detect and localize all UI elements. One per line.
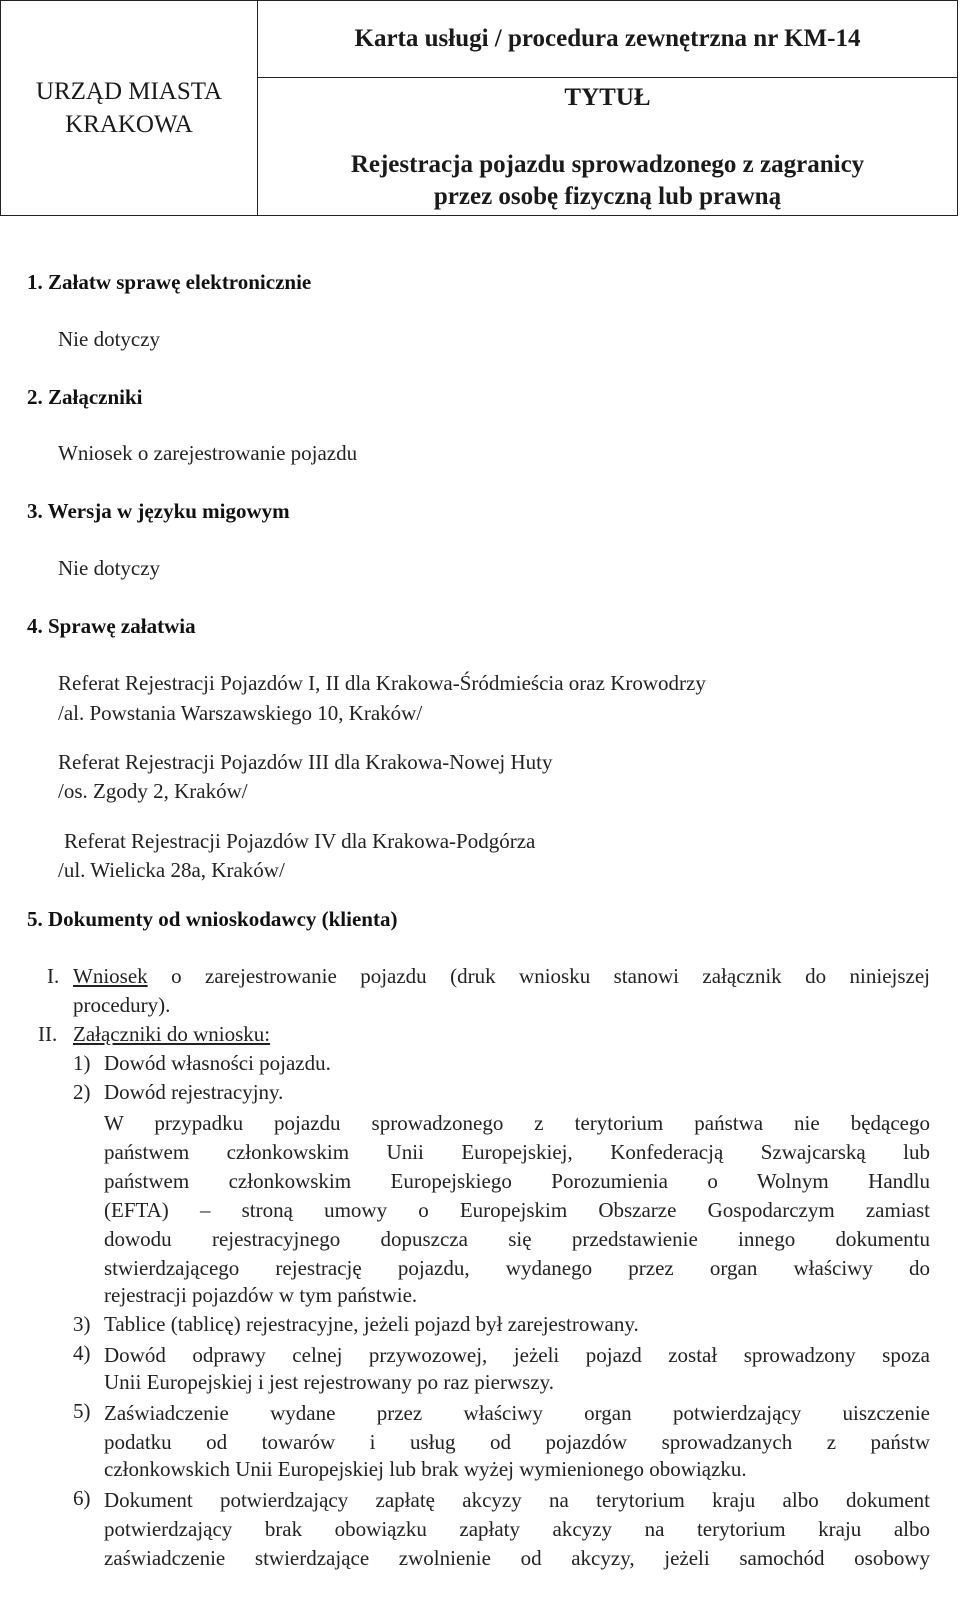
list-item-text: Dokument potwierdzający zapłatę akcyzy na terytorium kraju albo dokument: [104, 1488, 930, 1512]
office-name: Referat Rejestracji Pojazdów III dla Krakowa-Nowej Huty: [58, 750, 553, 774]
paragraph-line: rejestracji pojazdów w tym państwie.: [104, 1283, 418, 1307]
item-i-text: o zarejestrowanie pojazdu (druk wniosku stanowi załącznik do niniejszej: [171, 964, 930, 988]
org-name-line1: URZĄD MIASTA: [35, 78, 223, 105]
list-item-text: Unii Europejskiej i jest rejestrowany po raz pierwszy.: [104, 1370, 555, 1394]
list-item-text: Dowód rejestracyjny.: [104, 1080, 284, 1104]
section-text-2: Wniosek o zarejestrowanie pojazdu: [58, 441, 358, 465]
attachments-link[interactable]: Załączniki do wniosku:: [73, 1022, 271, 1046]
paragraph-line: stwierdzającego rejestrację pojazdu, wydanego przez organ właściwy do: [104, 1256, 930, 1280]
header-table: [0, 0, 958, 216]
section-text-3: Nie dotyczy: [58, 556, 161, 580]
office-address: /ul. Wielicka 28a, Kraków/: [58, 858, 285, 882]
paragraph-line: W przypadku pojazdu sprowadzonego z terytorium państwa nie będącego: [104, 1111, 930, 1135]
paragraph-line: państwem członkowskim Unii Europejskiej, Konfederacją Szwajcarską lub: [104, 1140, 930, 1164]
list-item-text: podatku od towarów i usług od pojazdów sprowadzanych z państw: [104, 1430, 930, 1454]
list-item-text: potwierdzający brak obowiązku zapłaty akcyzy na terytorium kraju albo: [104, 1517, 930, 1541]
list-item-text: Dowód odprawy celnej przywozowej, jeżeli pojazd został sprowadzony spoza: [104, 1343, 930, 1367]
list-number: 3): [73, 1312, 91, 1336]
item-numeral: II.: [38, 1022, 58, 1046]
list-number: 6): [73, 1486, 91, 1510]
section-heading-3: 3. Wersja w języku migowym: [27, 499, 290, 523]
title-cell: [258, 78, 957, 216]
item-i-line1: [73, 964, 930, 989]
office-address: /al. Powstania Warszawskiego 10, Kraków/: [58, 701, 423, 725]
paragraph-line: (EFTA) – stroną umowy o Europejskim Obszarze Gospodarczym zamiast: [104, 1198, 930, 1222]
list-item-text: Tablice (tablicę) rejestracyjne, jeżeli pojazd był zarejestrowany.: [104, 1312, 639, 1336]
paragraph-line: państwem członkowskim Europejskiego Porozumienia o Wolnym Handlu: [104, 1169, 930, 1193]
office-address: /os. Zgody 2, Kraków/: [58, 779, 248, 803]
paragraph-line: dowodu rejestracyjnego dopuszcza się przedstawienie innego dokumentu: [104, 1227, 930, 1251]
list-number: 5): [73, 1399, 91, 1423]
application-form-link[interactable]: Wniosek: [73, 964, 148, 988]
list-item-text: Dowód własności pojazdu.: [104, 1051, 331, 1075]
list-number: 2): [73, 1080, 91, 1104]
card-number: Karta usługi / procedura zewnętrzna nr KM-14: [258, 1, 957, 78]
list-item-text: zaświadczenie stwierdzające zwolnienie od akcyzy, jeżeli samochód osobowy: [104, 1546, 930, 1570]
org-name-line2: KRAKOWA: [65, 111, 193, 138]
section-text-1: Nie dotyczy: [58, 327, 161, 351]
title-line1: Rejestracja pojazdu sprowadzonego z zagranicy: [350, 151, 865, 178]
list-item-text: Zaświadczenie wydane przez właściwy organ potwierdzający uiszczenie: [104, 1401, 930, 1425]
item-numeral: I.: [47, 964, 60, 988]
title-label: TYTUŁ: [564, 84, 651, 111]
item-i-line2: procedury).: [73, 993, 171, 1017]
section-heading-1: 1. Załatw sprawę elektronicznie: [27, 270, 312, 294]
title-line2: przez osobę fizyczną lub prawną: [433, 183, 782, 210]
section-heading-2: 2. Załączniki: [27, 385, 143, 409]
office-name: Referat Rejestracji Pojazdów IV dla Krakowa-Podgórza: [64, 829, 536, 853]
list-item-text: członkowskich Unii Europejskiej lub brak wyżej wymienionego obowiązku.: [104, 1457, 747, 1481]
list-number: 4): [73, 1341, 91, 1365]
section-heading-4: 4. Sprawę załatwia: [27, 614, 196, 638]
organization-cell: [1, 1, 258, 215]
list-number: 1): [73, 1051, 91, 1075]
office-name: Referat Rejestracji Pojazdów I, II dla Krakowa-Śródmieścia oraz Krowodrzy: [58, 671, 706, 695]
section-heading-5: 5. Dokumenty od wnioskodawcy (klienta): [27, 907, 398, 931]
